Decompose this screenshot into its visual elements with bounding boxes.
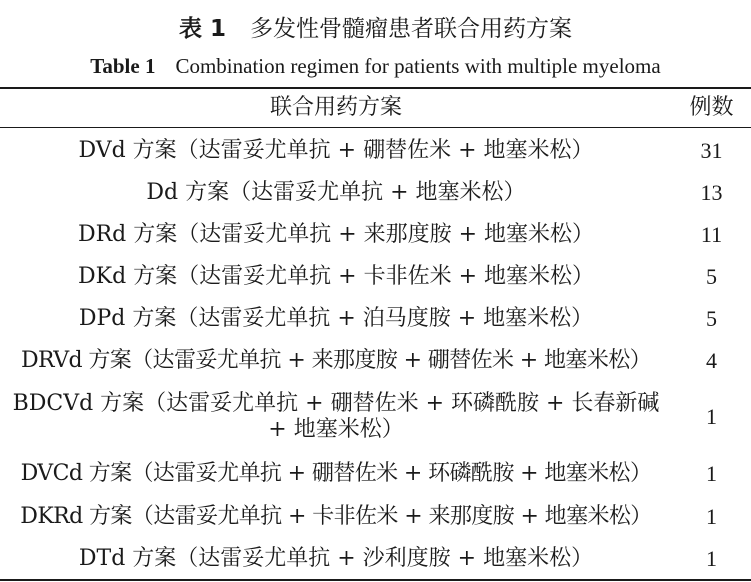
table-row [0, 452, 751, 496]
regimen-cell: DVCd 方案（达雷妥尤单抗 + 硼替佐米 + 环磷酰胺 + 地塞米松） [20, 461, 652, 486]
header-count: 例数 [689, 95, 734, 120]
table-row [0, 538, 751, 580]
table-row [0, 256, 751, 298]
table-row [0, 172, 751, 214]
regimen-cell: DKd 方案（达雷妥尤单抗 + 卡非佐米 + 地塞米松） [78, 264, 594, 289]
count-cell: 1 [706, 546, 717, 571]
table-row [0, 214, 751, 256]
regimen-cell: Dd 方案（达雷妥尤单抗 + 地塞米松） [146, 180, 526, 205]
count-cell: 11 [700, 222, 723, 247]
regimen-cell: BDCVd 方案（达雷妥尤单抗 + 硼替佐米 + 环磷酰胺 + 长春新碱 + 地塞米松） [12, 391, 660, 442]
regimen-cell: DTd 方案（达雷妥尤单抗 + 沙利度胺 + 地塞米松） [78, 546, 594, 571]
count-cell: 1 [706, 504, 717, 529]
table-title-en-text: Combination regimen for patients with multiple myeloma [175, 54, 661, 78]
count-cell: 1 [706, 461, 717, 486]
table-header-row [0, 89, 751, 127]
table-title-en [0, 52, 751, 80]
count-cell: 31 [700, 138, 723, 163]
count-cell: 4 [706, 348, 717, 373]
regimen-cell: DVd 方案（达雷妥尤单抗 + 硼替佐米 + 地塞米松） [78, 138, 594, 163]
header-rule [0, 127, 751, 128]
count-cell: 5 [706, 306, 717, 331]
header-regimen: 联合用药方案 [269, 95, 402, 120]
table-title-cn-text: 多发性骨髓瘤患者联合用药方案 [250, 16, 572, 42]
count-cell: 1 [706, 404, 717, 429]
bottom-rule [0, 579, 751, 581]
regimen-cell: DKRd 方案（达雷妥尤单抗 + 卡非佐米 + 来那度胺 + 地塞米松） [20, 504, 652, 529]
table-row [0, 340, 751, 382]
table-row [0, 382, 751, 452]
table-title-cn [0, 14, 751, 44]
table-row [0, 130, 751, 172]
table-label-en: Table 1 [90, 54, 156, 78]
table-body [0, 130, 751, 580]
table-row [0, 298, 751, 340]
regimen-cell: DRVd 方案（达雷妥尤单抗 + 来那度胺 + 硼替佐米 + 地塞米松） [20, 348, 652, 373]
table-label-cn: 表 1 [178, 16, 226, 42]
regimen-cell: DRd 方案（达雷妥尤单抗 + 来那度胺 + 地塞米松） [77, 222, 595, 247]
regimen-cell: DPd 方案（达雷妥尤单抗 + 泊马度胺 + 地塞米松） [78, 306, 594, 331]
table-row [0, 496, 751, 538]
count-cell: 13 [700, 180, 723, 205]
count-cell: 5 [706, 264, 717, 289]
